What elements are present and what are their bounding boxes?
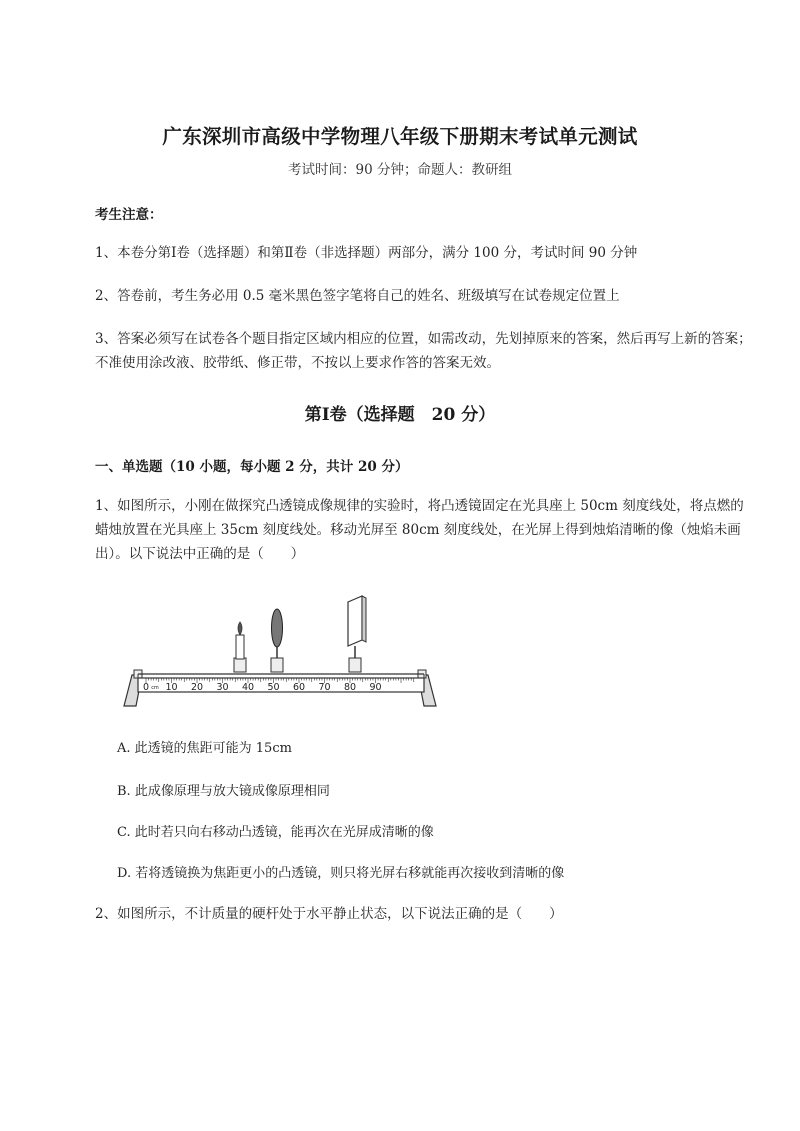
optical-bench-figure (120, 590, 440, 720)
light-screen (348, 596, 366, 672)
option-a: A. 此透镜的焦距可能为 15cm (117, 741, 292, 756)
part-heading: 一、单选题（10 小题，每小题 2 分，共计 20 分） (95, 459, 409, 475)
ruler-label: 20 (190, 682, 204, 693)
note-item-2: 2、答卷前，考生务必用 0.5 毫米黑色签字笔将自己的姓名、班级填写在试卷规定位置上 (95, 288, 620, 304)
page-title: 广东深圳市高级中学物理八年级下册期末考试单元测试 (162, 125, 638, 148)
ruler-label: 40 (241, 682, 255, 693)
candle (234, 622, 246, 672)
section-title: 第Ⅰ卷（选择题 20 分） (304, 405, 496, 425)
notes-heading: 考生注意： (95, 207, 163, 223)
ruler-label: cm (151, 685, 159, 691)
option-c: C. 此时若只向右移动凸透镜，能再次在光屏成清晰的像 (117, 825, 434, 840)
ruler-label: 10 (165, 682, 178, 693)
ruler-label: 90 (369, 682, 382, 693)
note-item-1: 1、本卷分第Ⅰ卷（选择题）和第Ⅱ卷（非选择题）两部分，满分 100 分，考试时间 90 分钟 (95, 245, 638, 261)
question-1-stem: 1、如图所示，小刚在做探究凸透镜成像规律的实验时，将凸透镜固定在光具座上 50cm 刻度线处，将点燃的蜡烛放置在光具座上 35cm 刻度线处。移动光屏至 80cm 刻度线处，在光屏上得到烛焰清晰的像（烛焰未画出）。以下说法中正确的是（ ） (95, 498, 744, 562)
ruler-label: 50 (267, 682, 280, 693)
option-b: B. 此成像原理与放大镜成像原理相同 (117, 784, 330, 799)
convex-lens (271, 609, 283, 672)
ruler-label: 60 (292, 682, 306, 693)
ruler-label: 30 (216, 682, 229, 693)
option-d: D. 若将透镜换为焦距更小的凸透镜，则只将光屏右移就能再次接收到清晰的像 (117, 866, 565, 881)
ruler-label: 0 (142, 682, 150, 693)
ruler-label: 80 (343, 682, 357, 693)
ruler-label: 70 (318, 682, 331, 693)
question-2-stem: 2、如图所示，不计质量的硬杆处于水平静止状态，以下说法正确的是（ ） (95, 906, 563, 922)
note-item-3: 3、答案必须写在试卷各个题目指定区域内相应的位置，如需改动，先划掉原来的答案，然后再写上新的答案；不准使用涂改液、胶带纸、修正带，不按以上要求作答的答案无效。 (95, 331, 752, 371)
exam-info: 考试时间：90 分钟；命题人：教研组 (288, 162, 512, 178)
